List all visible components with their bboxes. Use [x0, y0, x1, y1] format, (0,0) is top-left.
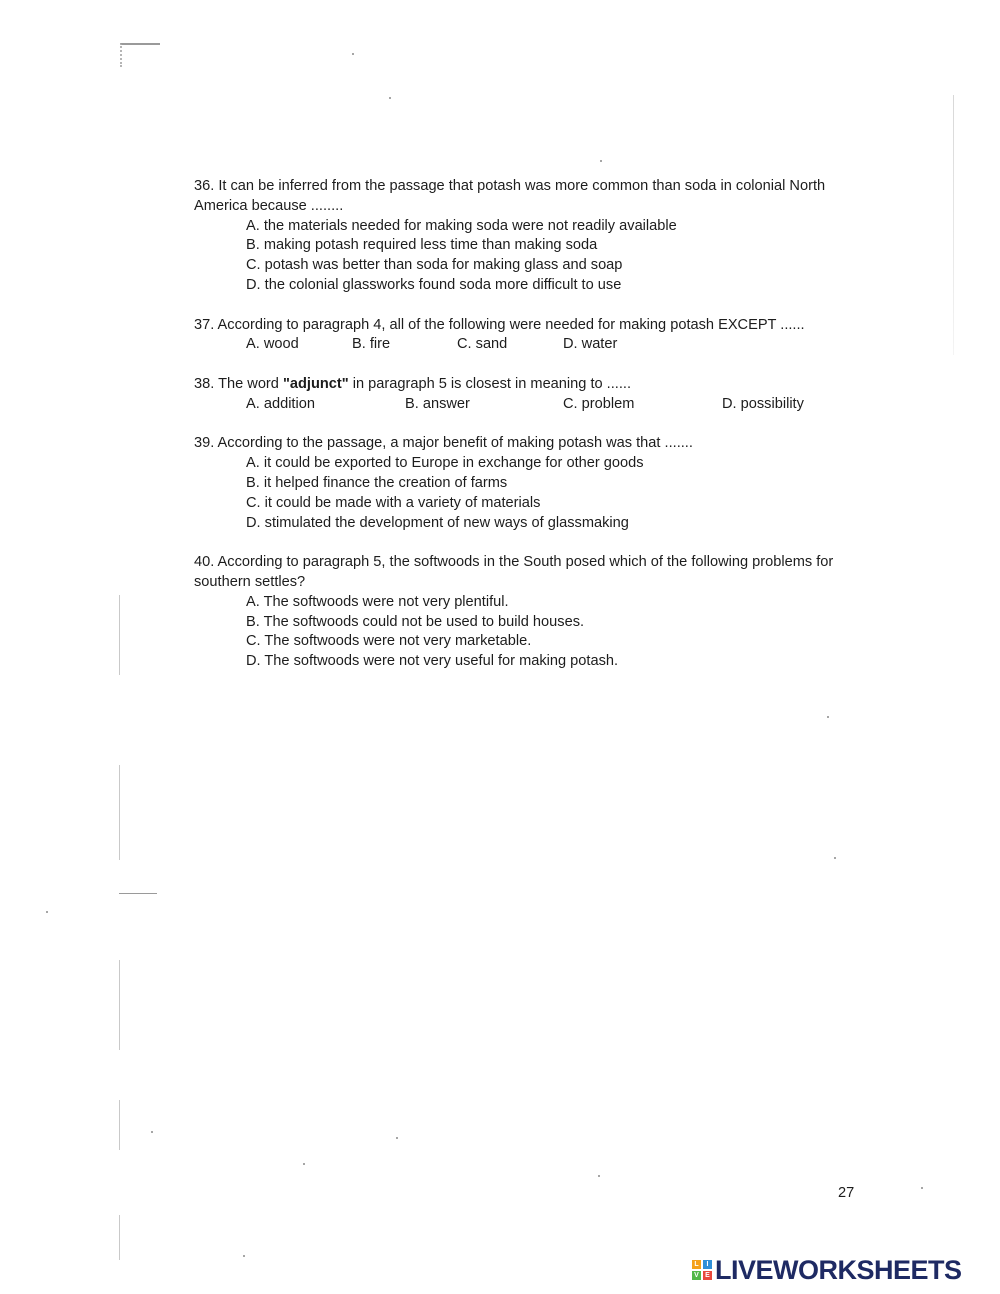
answer-option-d: D. the colonial glassworks found soda more difficult to use — [246, 276, 622, 293]
scan-speck — [921, 1187, 923, 1189]
question-36 — [194, 177, 864, 296]
answer-option-a: A. The softwoods were not very plentiful. — [246, 593, 509, 610]
question-keyword: "adjunct" — [282, 375, 349, 392]
answer-option-a: A. the materials needed for making soda were not readily available — [246, 217, 677, 234]
question-text: 39. According to the passage, a major benefit of making potash was that ....... — [194, 435, 693, 452]
answer-option-a: A. wood — [246, 336, 299, 353]
answer-option-c: C. The softwoods were not very marketable. — [246, 633, 532, 650]
answer-options-row — [194, 335, 864, 355]
scan-speck — [352, 53, 354, 55]
answer-option-a: A. addition — [246, 395, 315, 412]
answer-option-b: B. it helped finance the creation of farms — [246, 474, 508, 491]
answer-option-c: C. sand — [457, 336, 508, 353]
logo-wordmark: LIVEWORKSHEETS — [715, 1254, 962, 1285]
answer-option-d: D. possibility — [722, 395, 804, 412]
scan-speck — [46, 911, 48, 913]
scan-edge-line — [119, 1215, 120, 1260]
question-text: 36. It can be inferred from the passage that potash was more common than soda in colonial North America because ........ — [194, 178, 826, 214]
answer-options-row — [194, 395, 864, 415]
answer-option-b: B. fire — [352, 336, 391, 353]
scan-speck — [389, 97, 391, 99]
scan-artifact — [120, 43, 160, 67]
question-text-end: in paragraph 5 is closest in meaning to ...... — [348, 375, 632, 392]
answer-option-c: C. potash was better than soda for making glass and soap — [246, 257, 623, 274]
scan-edge-line — [119, 765, 120, 860]
scan-speck — [151, 1131, 153, 1133]
scan-edge-line — [119, 595, 120, 675]
answer-option-d: D. The softwoods were not very useful for making potash. — [246, 653, 619, 670]
question-text: 37. According to paragraph 4, all of the following were needed for making potash EXCEPT ...... — [194, 316, 805, 333]
question-37 — [194, 316, 864, 356]
scan-speck — [598, 1175, 600, 1177]
liveworksheets-logo[interactable] — [692, 1256, 962, 1284]
question-text: 40. According to paragraph 5, the softwoods in the South posed which of the following problems for southern settles? — [194, 554, 834, 590]
answer-option-a: A. it could be exported to Europe in exchange for other goods — [246, 455, 644, 472]
answer-option-d: D. water — [563, 336, 618, 353]
answer-option-b: B. making potash required less time than making soda — [246, 237, 598, 254]
question-text — [194, 375, 864, 395]
scan-edge-line — [119, 1100, 120, 1150]
answer-option-b: B. answer — [405, 395, 470, 412]
scan-speck — [827, 716, 829, 718]
scan-artifact — [119, 893, 157, 894]
scan-speck — [243, 1255, 245, 1257]
question-text-start: 38. The word — [194, 375, 283, 392]
answer-option-c: C. it could be made with a variety of materials — [246, 494, 541, 511]
answer-option-d: D. stimulated the development of new ways of glassmaking — [246, 514, 629, 531]
scan-speck — [600, 160, 602, 162]
scan-speck — [303, 1163, 305, 1165]
scan-edge-line — [119, 960, 120, 1050]
scan-speck — [396, 1137, 398, 1139]
answer-option-b: B. The softwoods could not be used to build houses. — [246, 613, 585, 630]
question-39 — [194, 434, 864, 533]
question-list — [194, 177, 864, 692]
answer-option-c: C. problem — [563, 395, 635, 412]
scan-speck — [834, 857, 836, 859]
question-40 — [194, 553, 864, 672]
question-38 — [194, 375, 864, 415]
logo-grid-icon: L I V E — [692, 1260, 712, 1280]
page-number: 27 — [838, 1185, 855, 1201]
scan-edge-line — [953, 95, 954, 355]
